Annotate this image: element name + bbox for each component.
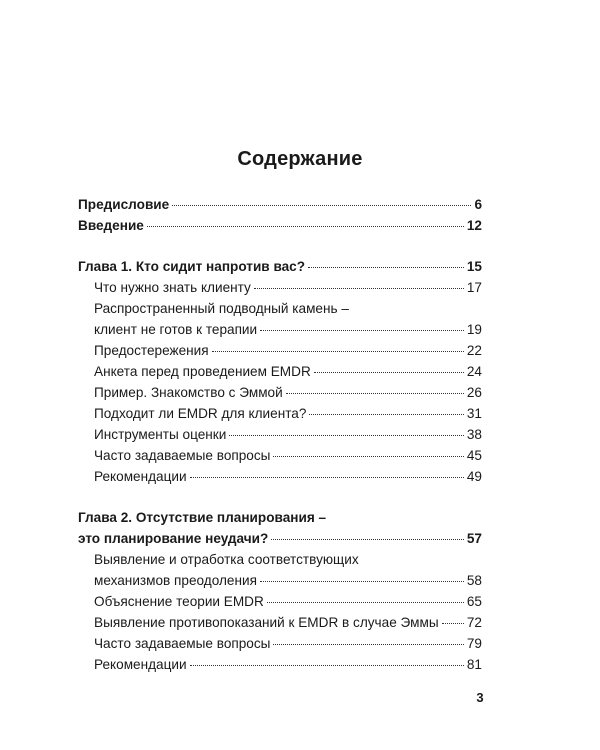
dot-leader: [172, 204, 471, 206]
toc-entry-label: Что нужно знать клиенту: [94, 280, 251, 295]
toc-entry-page: 24: [466, 364, 482, 379]
dot-leader: [271, 538, 464, 540]
toc-entry-label: Анкета перед проведением EMDR: [94, 364, 311, 379]
toc-entry-page: 38: [466, 427, 482, 442]
toc-title: Содержание: [237, 148, 363, 170]
dot-leader: [442, 622, 464, 624]
toc-entry[interactable]: [78, 445, 482, 466]
toc-entry[interactable]: [78, 277, 482, 298]
toc-entry-page: 31: [466, 406, 482, 421]
toc-entry-label: Инструменты оценки: [94, 427, 227, 442]
table-of-contents: [78, 194, 482, 675]
toc-entry-introduction[interactable]: [78, 215, 482, 236]
toc-entry-page: 57: [466, 531, 482, 546]
dot-leader: [308, 266, 464, 268]
spacer: [78, 487, 482, 507]
toc-entry-label: Часто задаваемые вопросы: [94, 448, 271, 463]
toc-entry-label: Выявление противопоказаний к EMDR в случае Эммы: [94, 615, 439, 630]
toc-entry-label: Введение: [78, 218, 144, 233]
toc-entry[interactable]: [78, 424, 482, 445]
toc-entry-page: 22: [466, 343, 482, 358]
toc-entry-page: 49: [466, 469, 482, 484]
dot-leader: [254, 287, 464, 289]
dot-leader: [309, 413, 463, 415]
toc-entry-page: 45: [466, 448, 482, 463]
toc-chapter-1[interactable]: [78, 256, 482, 277]
toc-entry[interactable]: [78, 570, 482, 591]
toc-entry-label: Рекомендации: [94, 469, 187, 484]
toc-entry-page: 81: [466, 657, 482, 672]
toc-entry-page: 12: [466, 218, 482, 233]
toc-entry-preface[interactable]: [78, 194, 482, 215]
toc-entry-label-line1[interactable]: Выявление и отработка соответствующих: [94, 552, 359, 567]
spacer: [78, 236, 482, 256]
page-number: 3: [476, 690, 484, 705]
dot-leader: [190, 664, 464, 666]
toc-entry-page: 26: [466, 385, 482, 400]
dot-leader: [286, 392, 464, 394]
dot-leader: [260, 329, 464, 331]
dot-leader: [267, 601, 464, 603]
toc-entry-page: 65: [466, 594, 482, 609]
toc-entry[interactable]: [78, 591, 482, 612]
dot-leader: [273, 643, 463, 645]
dot-leader: [147, 225, 464, 227]
toc-entry-label: это планирование неудачи?: [78, 531, 269, 546]
toc-entry[interactable]: [78, 361, 482, 382]
toc-chapter-2[interactable]: [78, 528, 482, 549]
toc-entry-page: 72: [466, 615, 482, 630]
toc-entry[interactable]: [78, 654, 482, 675]
toc-entry-page: 6: [474, 197, 482, 212]
toc-entry-label-line1[interactable]: Распространенный подводный камень –: [94, 301, 349, 316]
toc-entry-label: Объяснение теории EMDR: [94, 594, 264, 609]
dot-leader: [260, 580, 464, 582]
toc-entry-label: Пример. Знакомство с Эммой: [94, 385, 283, 400]
toc-entry-page: 19: [466, 322, 482, 337]
toc-entry-page: 79: [466, 636, 482, 651]
toc-entry[interactable]: [78, 382, 482, 403]
dot-leader: [190, 476, 464, 478]
dot-leader: [229, 434, 464, 436]
toc-entry[interactable]: [78, 319, 482, 340]
toc-entry-label: Глава 1. Кто сидит напротив вас?: [78, 259, 306, 274]
toc-entry-label: Подходит ли EMDR для клиента?: [94, 406, 307, 421]
toc-entry[interactable]: [78, 633, 482, 654]
toc-entry[interactable]: [78, 403, 482, 424]
toc-entry-label: Предостережения: [94, 343, 209, 358]
toc-entry[interactable]: [78, 612, 482, 633]
toc-entry-label: Часто задаваемые вопросы: [94, 636, 271, 651]
toc-entry-label: Рекомендации: [94, 657, 187, 672]
toc-entry[interactable]: [78, 340, 482, 361]
toc-entry-page: 17: [466, 280, 482, 295]
dot-leader: [212, 350, 464, 352]
dot-leader: [314, 371, 464, 373]
toc-entry-page: 15: [466, 259, 482, 274]
toc-entry-label: клиент не готов к терапии: [94, 322, 258, 337]
toc-entry-label: механизмов преодоления: [94, 573, 257, 588]
toc-chapter-2-line1[interactable]: Глава 2. Отсутствие планирования –: [78, 510, 327, 525]
toc-entry-label: Предисловие: [78, 197, 170, 212]
dot-leader: [273, 455, 463, 457]
toc-entry-page: 58: [466, 573, 482, 588]
toc-entry[interactable]: [78, 466, 482, 487]
